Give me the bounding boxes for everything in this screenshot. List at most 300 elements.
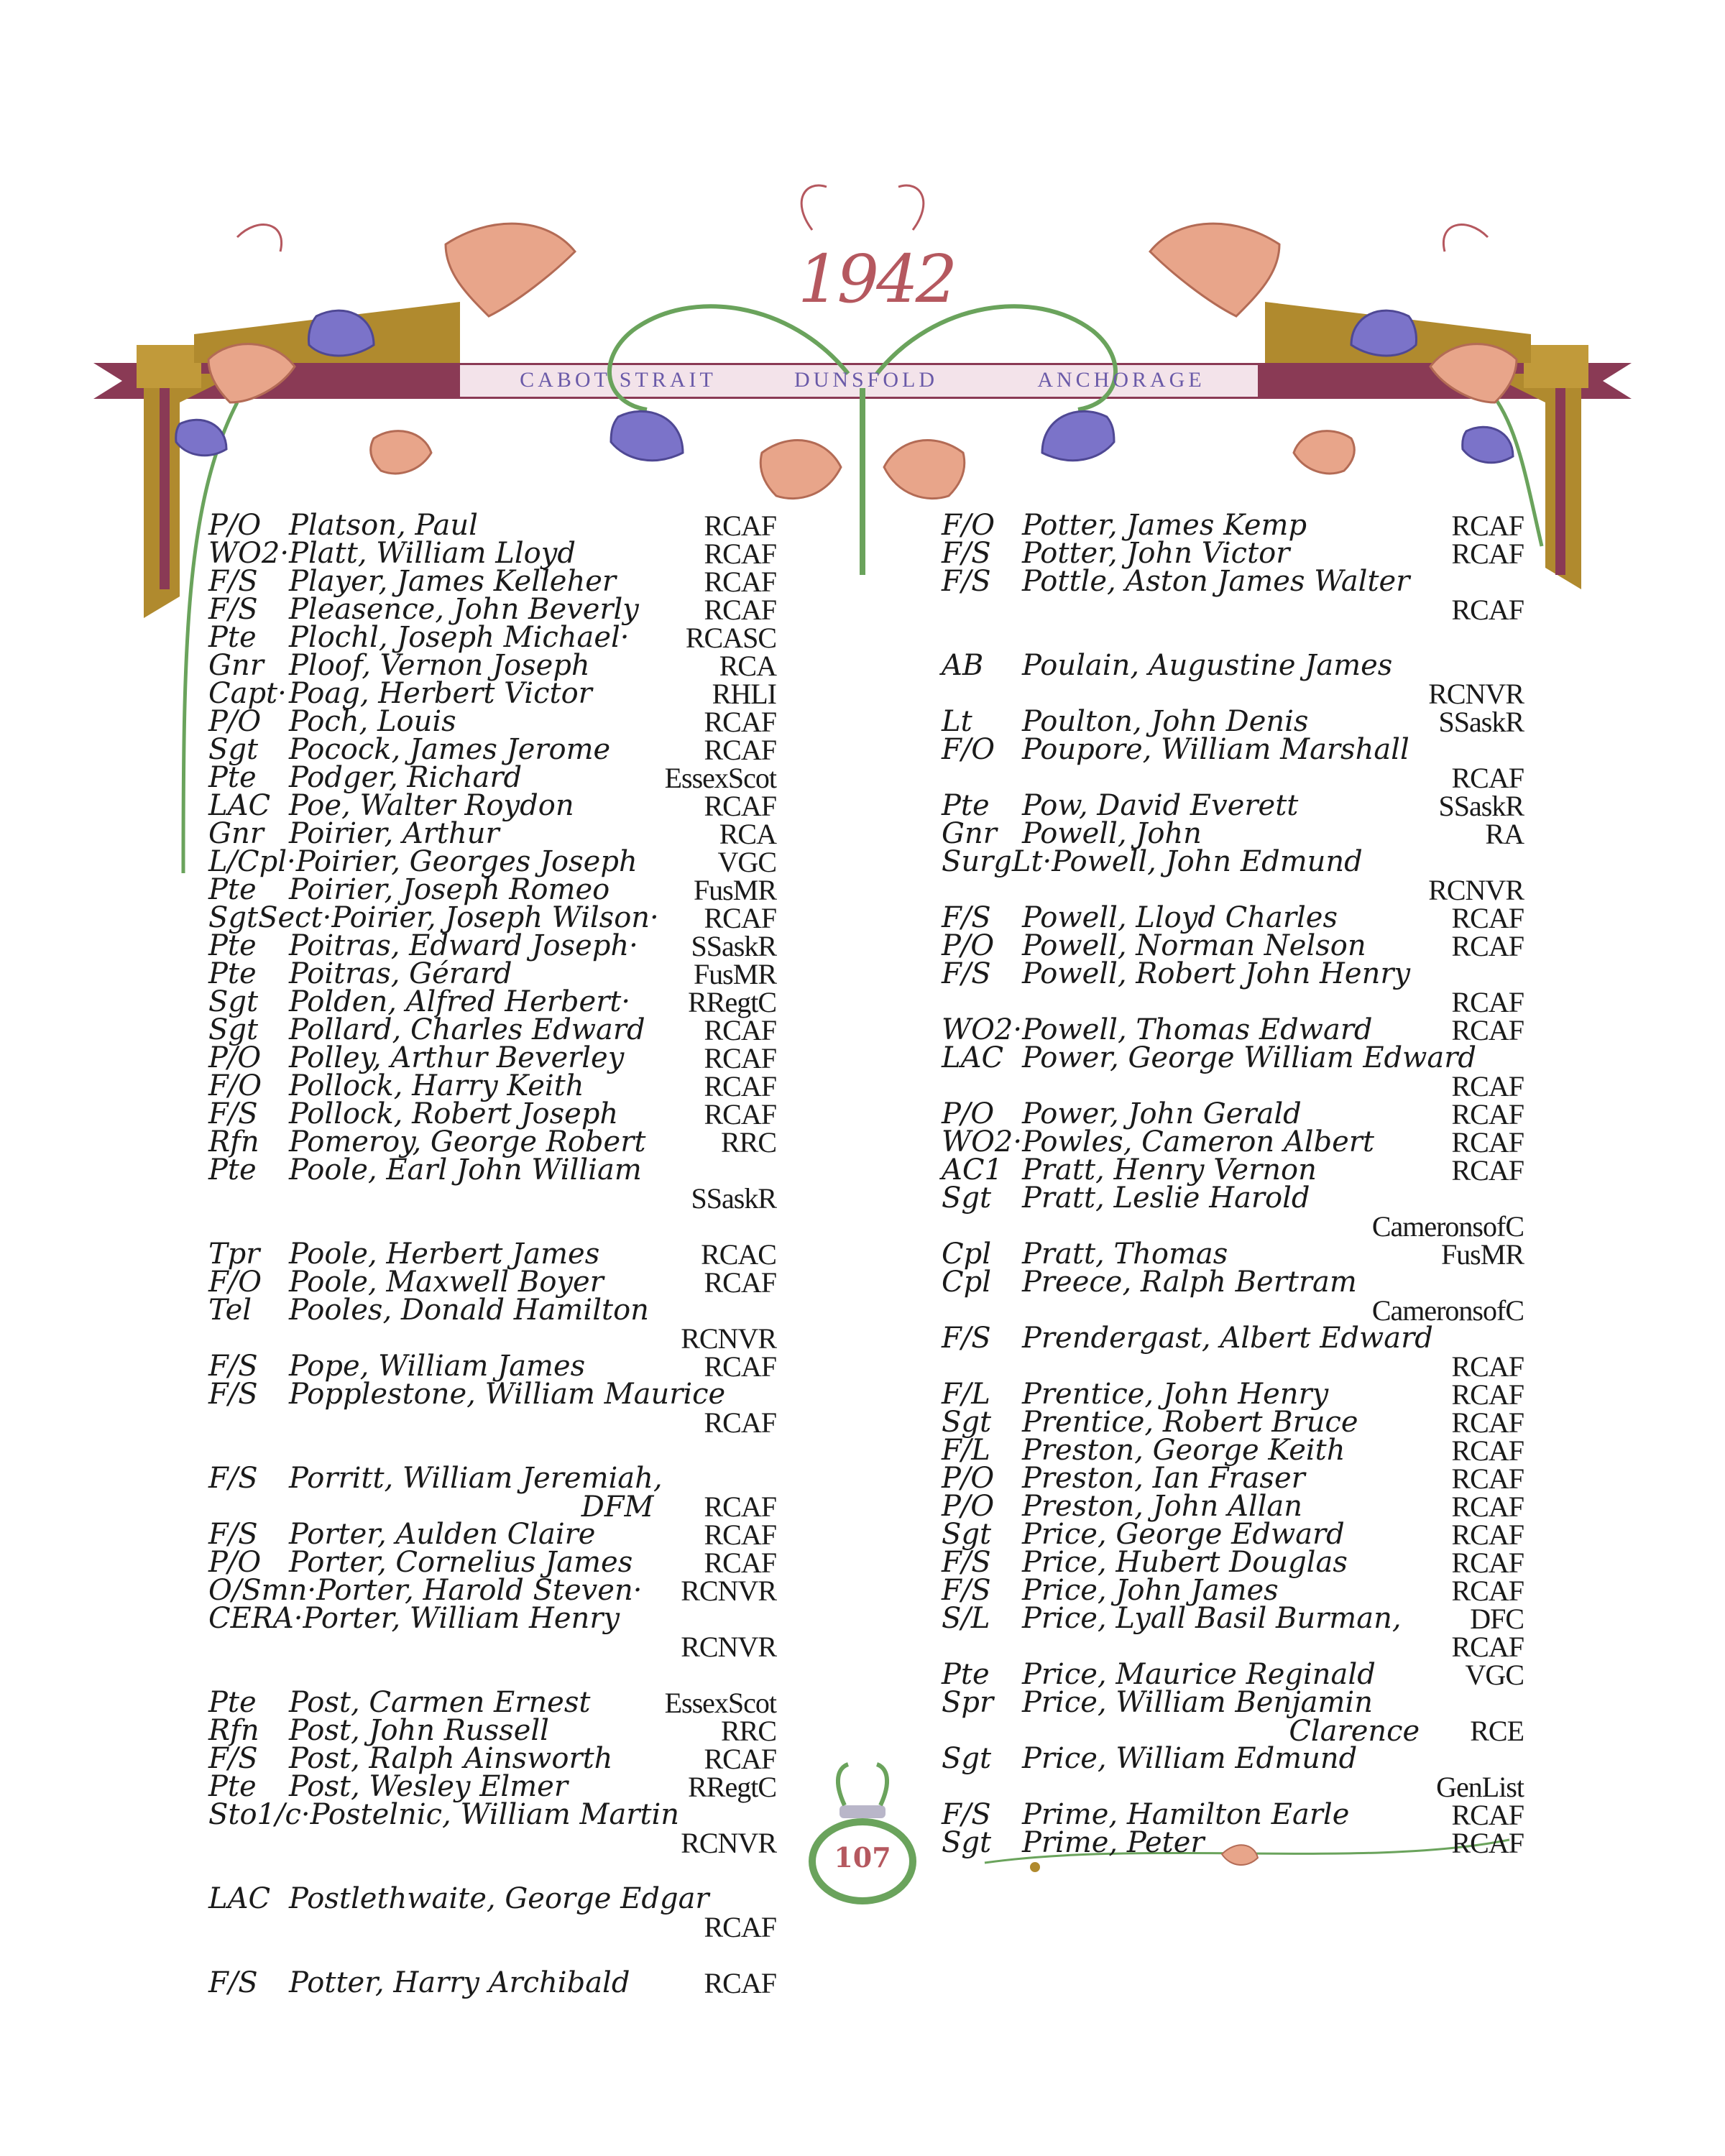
memorial-entry [942, 1658, 1524, 1691]
rank-abbrev: F/S [942, 537, 991, 570]
entry-row [942, 957, 1524, 990]
entry-row [208, 677, 776, 710]
memorial-entry [942, 1602, 1524, 1663]
person-name: Poirier, Joseph Wilson· [331, 901, 659, 934]
unit-abbrev: RRegtC [688, 986, 776, 1018]
entry-row [208, 1882, 776, 1915]
entry-row [942, 1378, 1524, 1411]
person-name: Pope, William James [289, 1350, 586, 1383]
person-name: Prime, Hamilton Earle [1022, 1798, 1350, 1831]
entry-row [942, 1097, 1524, 1130]
entry-row [208, 537, 776, 570]
rank-abbrev: LAC [208, 789, 271, 822]
entry-row [942, 705, 1524, 738]
memorial-entry [208, 873, 776, 906]
person-name: Poitras, Gérard [289, 957, 512, 990]
rank-abbrev: Rfn [208, 1714, 259, 1747]
person-name: Pratt, Henry Vernon [1022, 1153, 1317, 1187]
rank-abbrev: Pte [208, 929, 257, 962]
page-number: 107 [834, 1841, 891, 1874]
person-name: Pomeroy, George Robert [289, 1125, 646, 1158]
entry-spacer [208, 1941, 776, 1969]
memorial-entry [208, 929, 776, 962]
rank-abbrev: F/O [208, 1266, 262, 1299]
memorial-entry [942, 1013, 1524, 1046]
rank-abbrev: Sgt [942, 1406, 992, 1439]
person-name: Pow, David Everett [1022, 789, 1299, 822]
entry-row [942, 1490, 1524, 1523]
person-name: Powell, Lloyd Charles [1022, 901, 1338, 934]
memorial-entry [208, 1546, 776, 1579]
entry-row [208, 1238, 776, 1271]
memorial-entry [208, 1296, 776, 1353]
memorial-entry [942, 1574, 1524, 1607]
rank-abbrev: Sgt [942, 1518, 992, 1551]
person-name: Prendergast, Albert Edward [1022, 1322, 1433, 1355]
rank-abbrev: P/O [208, 509, 262, 542]
entry-row [942, 1181, 1524, 1215]
unit-abbrev: RCAF [1451, 1631, 1524, 1663]
unit-abbrev: RCAF [1451, 1827, 1524, 1859]
entry-row [208, 1041, 776, 1074]
violet-leaf [611, 411, 683, 460]
unit-abbrev: VGC [1465, 1659, 1524, 1691]
person-name: Potter, John Victor [1022, 537, 1290, 570]
unit-abbrev: RRC [720, 1715, 776, 1747]
memorial-entry [208, 817, 776, 850]
rank-abbrev: F/S [942, 1574, 991, 1607]
memorial-entry [208, 957, 776, 990]
memorial-entry [942, 957, 1524, 1018]
rank-abbrev: WO2· [208, 537, 290, 570]
memorial-entry [208, 1770, 776, 1803]
banner-label-left: CABOT STRAIT [520, 368, 717, 392]
person-name: Poole, Maxwell Boyer [289, 1266, 604, 1299]
rank-abbrev: Capt· [208, 677, 287, 710]
unit-abbrev: RCAF [1451, 594, 1524, 626]
entry-continuation [208, 1491, 776, 1524]
rank-abbrev: P/O [942, 1097, 995, 1130]
unit-abbrev: RCAF [704, 902, 776, 934]
person-name: Powell, Norman Nelson [1022, 929, 1366, 962]
entry-row [208, 845, 776, 878]
unit-abbrev: RCAF [1451, 1406, 1524, 1439]
rank-abbrev: Pte [208, 1153, 257, 1187]
memorial-entry [942, 1097, 1524, 1130]
unit-abbrev: RCAF [704, 510, 776, 542]
unit-abbrev: RHLI [712, 678, 776, 710]
memorial-entry [942, 817, 1524, 850]
unit-abbrev: RCE [1470, 1715, 1524, 1747]
entry-row [942, 1238, 1524, 1271]
rank-abbrev: Cpl [942, 1238, 992, 1271]
memorial-entry [208, 789, 776, 822]
entry-spacer [208, 1212, 776, 1240]
entry-row [208, 1714, 776, 1747]
left-pillar-inlay [160, 359, 170, 589]
rank-abbrev: Sgt [942, 1826, 992, 1859]
unit-abbrev: RCAF [1451, 1014, 1524, 1046]
tendril [801, 185, 827, 230]
person-name: Poupore, William Marshall [1022, 733, 1409, 766]
entry-row [208, 929, 776, 962]
memorial-entry [208, 1153, 776, 1215]
unit-abbrev: RCAF [704, 1014, 776, 1046]
person-name: Platt, William Lloyd [289, 537, 576, 570]
memorial-entry [208, 1125, 776, 1158]
rank-abbrev: AC1 [942, 1153, 1003, 1187]
entry-row [208, 565, 776, 598]
person-name: Price, Maurice Reginald [1022, 1658, 1376, 1691]
unit-abbrev: SSaskR [691, 930, 776, 962]
memorial-entry [208, 1266, 776, 1299]
person-name: Ploof, Vernon Joseph [289, 649, 590, 682]
person-name: Poag, Herbert Victor [289, 677, 592, 710]
memorial-entry [942, 1546, 1524, 1579]
unit-abbrev: RCAF [704, 566, 776, 598]
unit-abbrev: EssexScot [664, 762, 776, 794]
rank-abbrev: LAC [942, 1041, 1004, 1074]
unit-abbrev: RCAF [704, 790, 776, 822]
entry-row [942, 649, 1524, 682]
memorial-entry [208, 1041, 776, 1074]
memorial-entry [208, 1966, 776, 1999]
unit-abbrev: RCNVR [681, 1827, 776, 1859]
memorial-entry [208, 1798, 776, 1859]
memorial-entry [942, 1153, 1524, 1187]
rank-abbrev: F/O [208, 1069, 262, 1102]
memorial-entry [942, 1518, 1524, 1551]
rank-abbrev: F/S [942, 1322, 991, 1355]
entry-row [942, 1406, 1524, 1439]
entry-row [208, 873, 776, 906]
violet-leaf [1042, 411, 1114, 460]
person-name: Preston, Ian Fraser [1022, 1462, 1305, 1495]
memorial-entry [942, 1798, 1524, 1831]
entry-continuation [942, 764, 1524, 792]
memorial-entry [942, 1181, 1524, 1243]
peach-leaf [760, 441, 841, 499]
right-pillar-inlay [1555, 359, 1565, 575]
entry-row [208, 1069, 776, 1102]
rank-abbrev: AB [942, 649, 984, 682]
peach-leaf [884, 441, 965, 499]
rank-abbrev: P/O [208, 705, 262, 738]
rank-abbrev: F/S [208, 1097, 258, 1130]
person-name: Porritt, William Jeremiah, [289, 1462, 663, 1495]
unit-abbrev: RCNVR [681, 1631, 776, 1663]
person-name: Post, Ralph Ainsworth [289, 1742, 613, 1775]
entry-row [942, 1462, 1524, 1495]
entry-row [208, 1296, 776, 1325]
rank-abbrev: Tel [208, 1294, 252, 1327]
rank-abbrev: CERA· [208, 1602, 303, 1635]
unit-abbrev: RCNVR [1428, 874, 1524, 906]
person-name: Preston, George Keith [1022, 1434, 1346, 1467]
memorial-entry [942, 705, 1524, 738]
banner-label-right: ANCHORAGE [1037, 368, 1205, 392]
unit-abbrev: RA [1485, 818, 1524, 850]
rank-abbrev: Rfn [208, 1125, 259, 1158]
rank-abbrev: F/S [208, 1350, 258, 1383]
unit-abbrev: RCAF [1451, 1491, 1524, 1523]
unit-abbrev: RCAF [1451, 986, 1524, 1018]
entry-row [208, 733, 776, 766]
person-name: Plochl, Joseph Michael· [289, 621, 630, 654]
entry-row [942, 1125, 1524, 1158]
person-name: Poe, Walter Roydon [289, 789, 574, 822]
person-name: Prentice, Robert Bruce [1022, 1406, 1358, 1439]
entry-row [942, 1041, 1524, 1074]
person-name: Polden, Alfred Herbert· [289, 985, 631, 1018]
unit-abbrev: RCAF [1451, 538, 1524, 570]
entry-row [942, 845, 1524, 878]
person-name: Post, John Russell [289, 1714, 549, 1747]
rank-abbrev: Pte [208, 873, 257, 906]
rank-abbrev: P/O [942, 929, 995, 962]
entry-row [942, 929, 1524, 962]
unit-abbrev: FusMR [1440, 1238, 1524, 1271]
rank-abbrev: F/S [208, 1966, 258, 1999]
person-name: Platson, Paul [289, 509, 478, 542]
rank-abbrev: P/O [942, 1490, 995, 1523]
entry-row [208, 1602, 776, 1635]
person-name: Porter, William Henry [303, 1602, 620, 1635]
rank-abbrev: Pte [208, 957, 257, 990]
unit-abbrev: RCAF [704, 706, 776, 738]
rank-abbrev: F/S [208, 1742, 258, 1775]
memorial-entry [942, 1406, 1524, 1439]
person-name: Porter, Cornelius James [289, 1546, 633, 1579]
entry-row [208, 1378, 776, 1411]
entry-row [942, 1826, 1524, 1859]
rank-abbrev: F/S [942, 957, 991, 990]
memorial-entry [208, 1686, 776, 1719]
unit-abbrev: RCAF [704, 1743, 776, 1775]
year-heading: 1942 [798, 241, 955, 318]
violet-leaf [176, 420, 226, 456]
person-name: Powell, Robert John Henry [1022, 957, 1411, 990]
unit-abbrev: FusMR [693, 958, 776, 990]
memorial-entry [208, 1462, 776, 1524]
entry-row [208, 1013, 776, 1046]
person-name: Price, William Edmund [1022, 1742, 1358, 1775]
memorial-entry [942, 1378, 1524, 1411]
rank-abbrev: F/S [208, 565, 258, 598]
entry-row [942, 1742, 1524, 1775]
entry-row [208, 1153, 776, 1187]
entry-row [942, 537, 1524, 570]
rank-abbrev: F/S [942, 1546, 991, 1579]
person-name: Power, John Gerald [1022, 1097, 1302, 1130]
peach-leaf [1150, 224, 1279, 316]
rank-abbrev: Sgt [208, 733, 259, 766]
memorial-entry [942, 845, 1524, 906]
rank-abbrev: F/O [942, 509, 995, 542]
person-name: Powell, John [1022, 817, 1202, 850]
person-name: Prime, Peter [1022, 1826, 1205, 1859]
person-name: Pratt, Leslie Harold [1022, 1181, 1310, 1215]
rank-abbrev: F/S [208, 1518, 258, 1551]
entry-continuation [942, 1773, 1524, 1801]
entry-row [942, 1546, 1524, 1579]
rank-abbrev: L/Cpl· [208, 845, 296, 878]
unit-abbrev: RCAF [1451, 1434, 1524, 1467]
memorial-entry [942, 733, 1524, 794]
unit-abbrev: RCA [719, 650, 776, 682]
unit-abbrev: RCAF [1451, 1378, 1524, 1411]
peach-leaf [446, 224, 575, 316]
entry-row [208, 1742, 776, 1775]
person-name: Porter, Harold Steven· [316, 1574, 643, 1607]
entry-row [208, 649, 776, 682]
rank-abbrev: Sgt [942, 1742, 992, 1775]
memorial-entry [942, 1322, 1524, 1383]
rank-abbrev: Gnr [208, 817, 264, 850]
entry-row [208, 1798, 776, 1831]
entry-continuation [208, 1633, 776, 1661]
memorial-entry [942, 649, 1524, 710]
rank-abbrev: Spr [942, 1686, 994, 1719]
unit-abbrev: RCAF [704, 1911, 776, 1943]
unit-abbrev: RCAF [704, 1042, 776, 1074]
memorial-entry [208, 1097, 776, 1130]
memorial-entry [208, 649, 776, 682]
memorial-entry [942, 789, 1524, 822]
rank-abbrev: Sgt [208, 1013, 259, 1046]
person-name: Power, George William Edward [1022, 1041, 1476, 1074]
peach-leaf [371, 431, 431, 474]
unit-abbrev: RCAF [704, 1070, 776, 1102]
entry-row [208, 1966, 776, 1999]
bottom-vine-berry [1030, 1862, 1040, 1872]
memorial-entry [208, 1013, 776, 1046]
unit-abbrev: RCAF [1451, 1575, 1524, 1607]
honour-or-given-name: DFM [581, 1491, 654, 1524]
entry-row [942, 1434, 1524, 1467]
unit-abbrev: RCAF [704, 1547, 776, 1579]
unit-abbrev: RRC [720, 1126, 776, 1158]
violet-leaf [1463, 427, 1513, 463]
rank-abbrev: WO2· [942, 1125, 1023, 1158]
memorial-entry [208, 705, 776, 738]
entry-spacer [208, 1857, 776, 1885]
rank-abbrev: F/S [208, 1462, 258, 1495]
person-name: Price, George Edward [1022, 1518, 1345, 1551]
rank-abbrev: Sto1/c· [208, 1798, 310, 1831]
memorial-entry [208, 1742, 776, 1775]
unit-abbrev: RCAF [1451, 1154, 1524, 1187]
memorial-entry [208, 1882, 776, 1943]
entry-row [208, 1518, 776, 1551]
entry-row [208, 1462, 776, 1495]
rank-abbrev: SgtSect· [208, 901, 332, 934]
person-name: Pollock, Harry Keith [289, 1069, 584, 1102]
memorial-entry [942, 1041, 1524, 1102]
rank-abbrev: F/L [942, 1378, 990, 1411]
rank-abbrev: Sgt [942, 1181, 992, 1215]
entry-row [208, 761, 776, 794]
rank-abbrev: P/O [208, 1041, 262, 1074]
memorial-entry [208, 1518, 776, 1551]
memorial-entry [208, 537, 776, 570]
unit-abbrev: RCAF [1451, 1350, 1524, 1383]
memorial-entry [942, 1125, 1524, 1158]
memorial-entry [942, 1686, 1524, 1748]
entry-row [942, 1153, 1524, 1187]
memorial-entry [208, 621, 776, 654]
unit-abbrev: RCAF [1451, 902, 1524, 934]
rank-abbrev: LAC [208, 1882, 271, 1915]
entry-row [208, 1770, 776, 1803]
entry-row [208, 817, 776, 850]
peach-leaf [1294, 431, 1354, 474]
entry-row [208, 985, 776, 1018]
rank-abbrev: Sgt [208, 985, 259, 1018]
entry-continuation [208, 1322, 776, 1355]
entry-row [208, 789, 776, 822]
entry-spacer [942, 624, 1524, 652]
memorial-entry [942, 929, 1524, 962]
person-name: Pottle, Aston James Walter [1022, 565, 1410, 598]
entry-continuation [208, 1913, 776, 1941]
unit-abbrev: RCAF [1451, 1519, 1524, 1551]
person-name: Polley, Arthur Beverley [289, 1041, 625, 1074]
person-name: Pooles, Donald Hamilton [289, 1294, 649, 1327]
rank-abbrev: Gnr [942, 817, 997, 850]
entry-row [208, 705, 776, 738]
rank-abbrev: F/S [942, 565, 991, 598]
unit-abbrev: RRegtC [688, 1771, 776, 1803]
memorial-entry [208, 565, 776, 598]
rank-abbrev: Lt [942, 705, 972, 738]
unit-abbrev: FusMR [693, 874, 776, 906]
unit-abbrev: RCAF [1451, 762, 1524, 794]
person-name: Postlethwaite, George Edgar [289, 1882, 709, 1915]
person-name: Price, Hubert Douglas [1022, 1546, 1348, 1579]
entry-row [942, 817, 1524, 850]
entry-continuation [942, 988, 1524, 1016]
entry-continuation [942, 1072, 1524, 1100]
rank-abbrev: SurgLt· [942, 845, 1052, 878]
person-name: Potter, Harry Archibald [289, 1966, 630, 1999]
person-name: Poulton, John Denis [1022, 705, 1309, 738]
entry-row [208, 901, 776, 934]
memorial-entry [208, 1574, 776, 1607]
entry-row [942, 901, 1524, 934]
entry-spacer [208, 1437, 776, 1465]
memorial-entry [208, 1602, 776, 1663]
person-name: Price, Lyall Basil Burman, [1022, 1602, 1402, 1635]
rank-abbrev: Pte [208, 761, 257, 794]
unit-abbrev: RCAF [704, 538, 776, 570]
wreath-band [840, 1805, 886, 1818]
unit-abbrev: VGC [717, 846, 776, 878]
unit-abbrev: RCAF [704, 1406, 776, 1439]
unit-abbrev: CameronsofC [1371, 1294, 1524, 1327]
unit-abbrev: DFC [1470, 1603, 1524, 1635]
person-name: Porter, Aulden Claire [289, 1518, 596, 1551]
person-name: Price, John James [1022, 1574, 1279, 1607]
unit-abbrev: RCAF [704, 734, 776, 766]
person-name: Podger, Richard [289, 761, 523, 794]
rank-abbrev: S/L [942, 1602, 990, 1635]
unit-abbrev: RCAF [704, 594, 776, 626]
unit-abbrev: RCNVR [1428, 678, 1524, 710]
unit-abbrev: RCAF [1451, 1799, 1524, 1831]
rank-abbrev: Gnr [208, 649, 264, 682]
memorial-entry [942, 509, 1524, 542]
